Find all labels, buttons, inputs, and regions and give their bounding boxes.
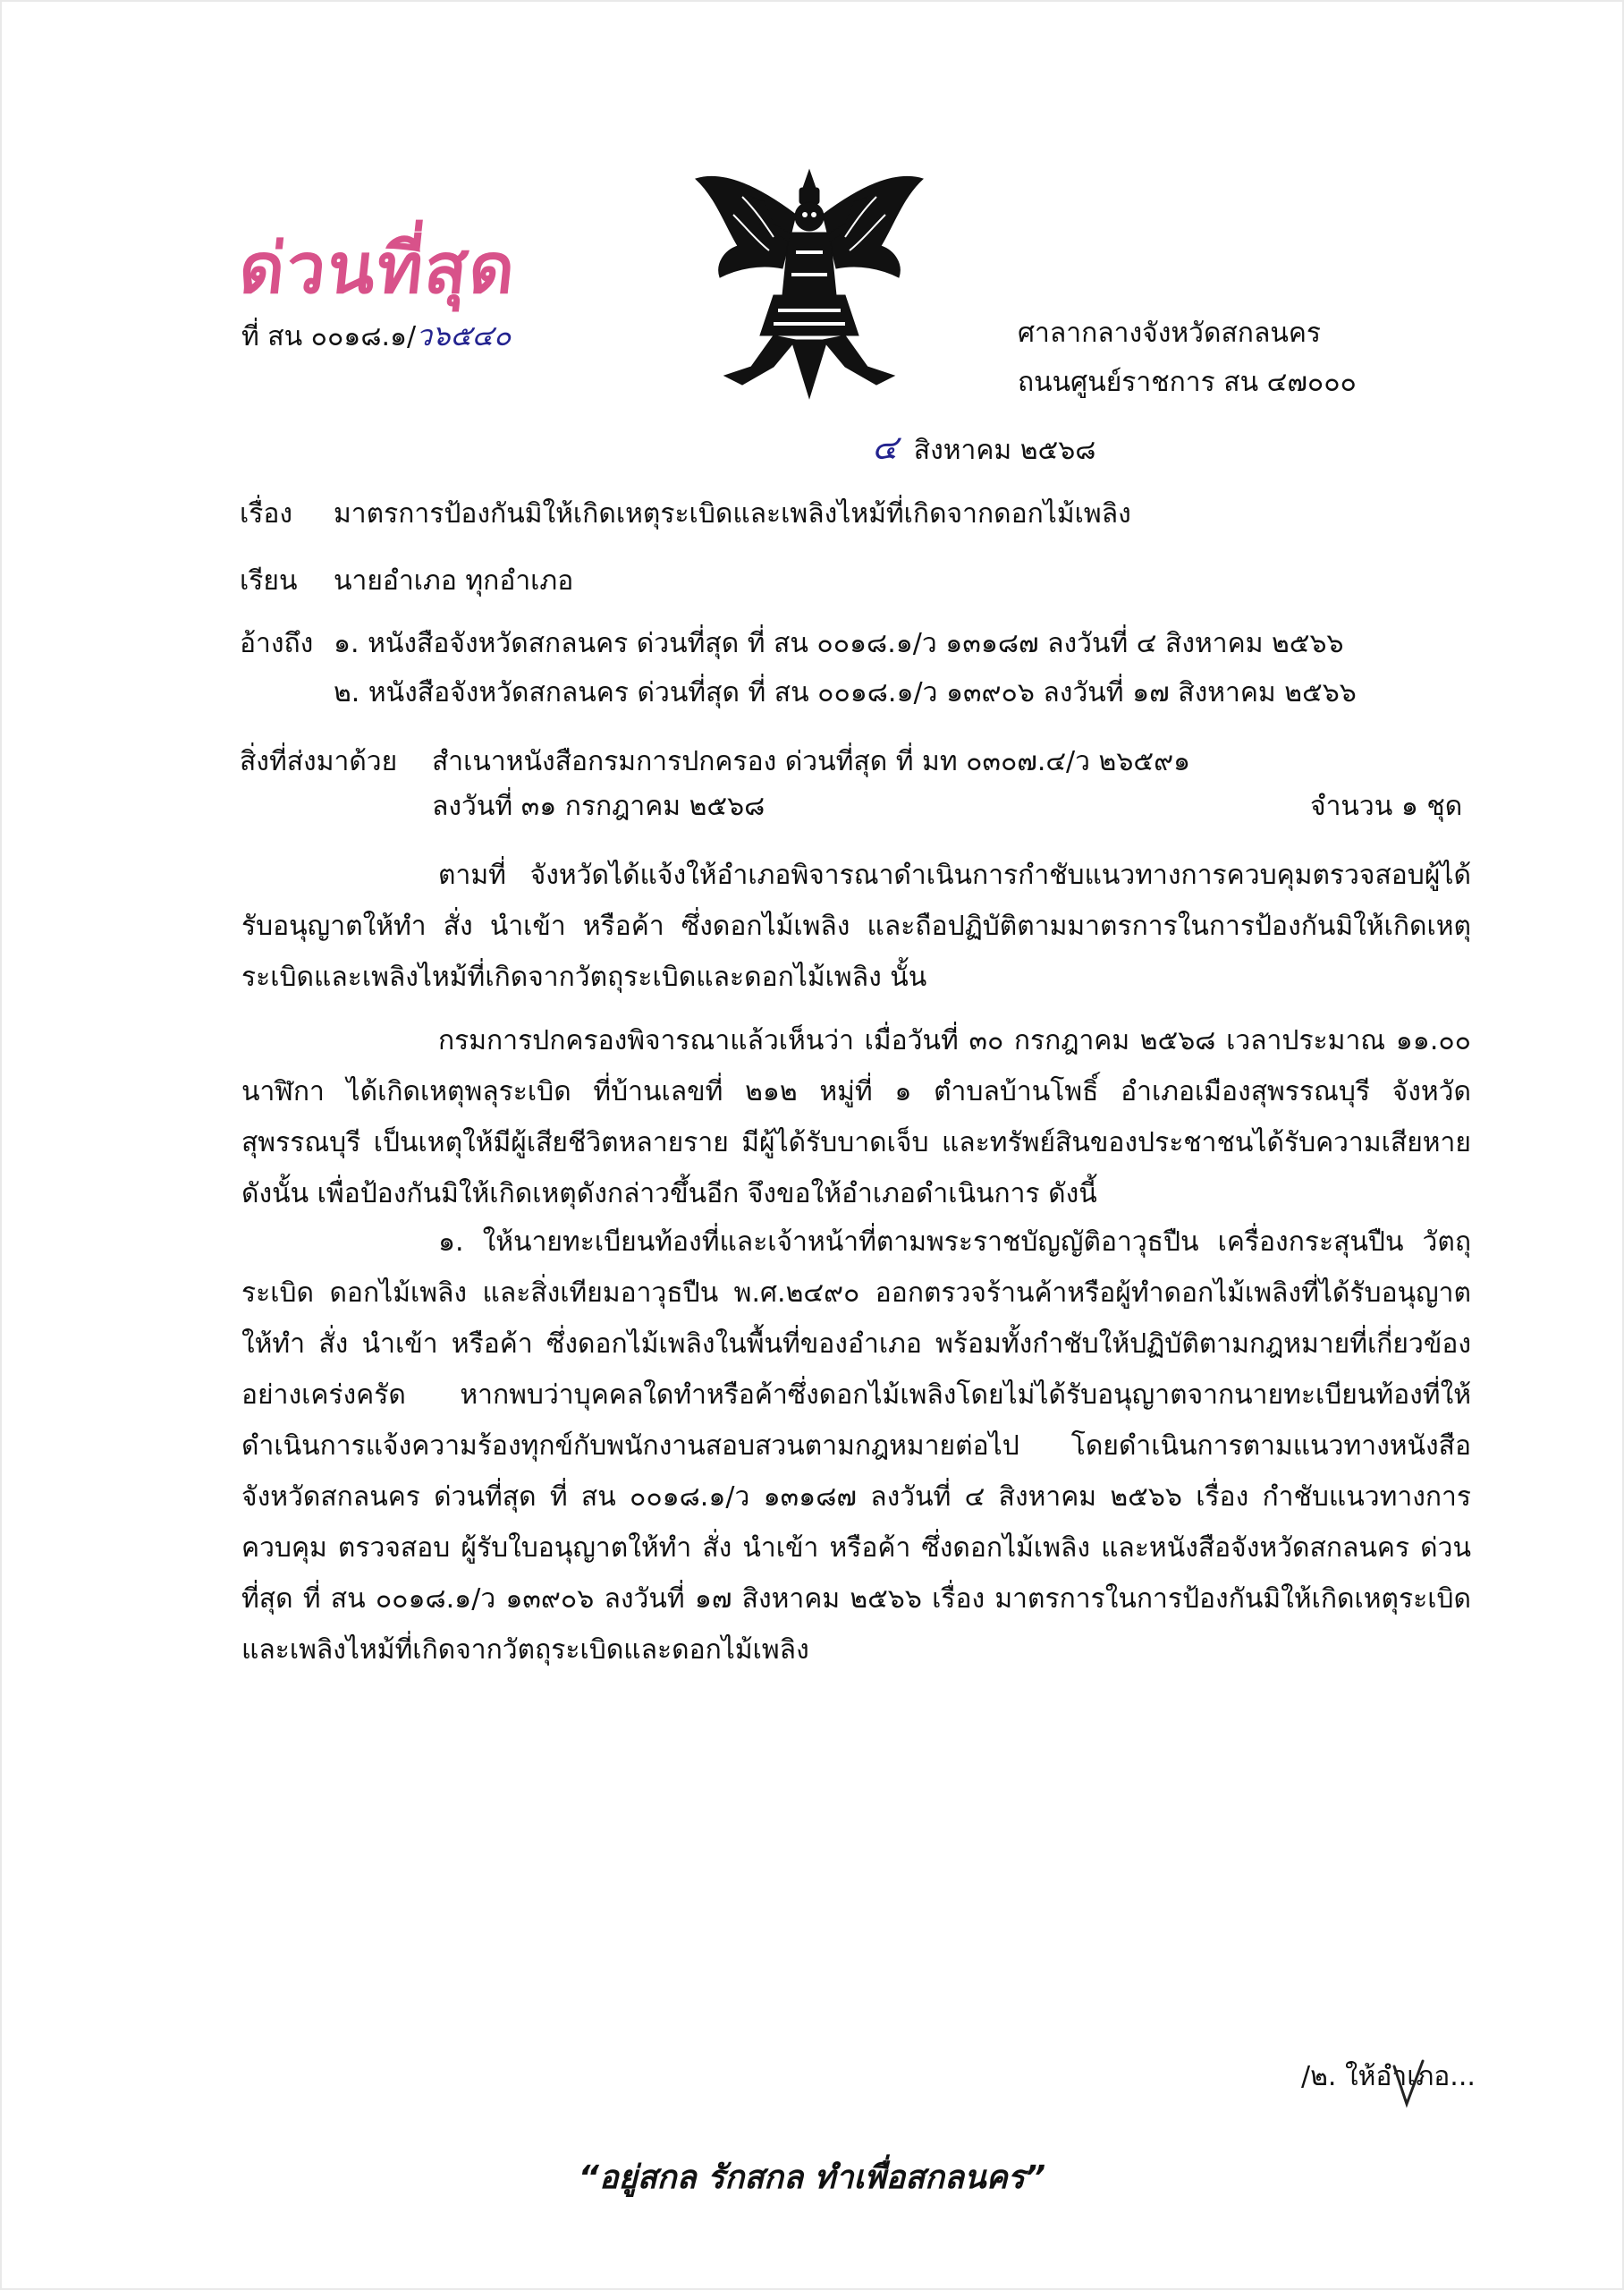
reference-item-1: ๑. หนังสือจังหวัดสกลนคร ด่วนที่สุด ที่ สน ๐๐๑๘.๑/ว ๑๓๑๘๗ ลงวันที่ ๔ สิงหาคม ๒๕๖๖ [334,628,1344,659]
reference-number-handwritten: ว๖๕๔๐ [416,318,512,352]
body-paragraph-1-text: ตามที่ จังหวัดได้แจ้งให้อำเภอพิจารณาดำเนินการกำชับแนวทางการควบคุมตรวจสอบผู้ได้รับอนุญาตให้ทำ สั่ง นำเข้า หรือค้า ซึ่งดอกไม้เพลิง และถือปฏิบัติตามมาตรการในการป้องกันมิให้เกิดเหตุระเบิดและเพลิงไหม้ที่เกิดจากวัตถุระเบิดและดอกไม้เพลิง นั้น [241,860,1471,993]
document-date [872,429,1095,469]
office-address: ถนนศูนย์ราชการ สน ๔๗๐๐๐ [1018,367,1357,398]
date-day-handwritten: ๔ [872,428,898,467]
body-paragraph-3 [241,1217,1471,1675]
footer-slogan: “อยู่สกล รักสกล ทำเพื่อสกลนคร” [578,2159,1046,2196]
body-paragraph-2-text: กรมการปกครองพิจารณาแล้วเห็นว่า เมื่อวันที่ ๓๐ กรกฎาคม ๒๕๖๘ เวลาประมาณ ๑๑.๐๐ นาฬิกา ได้เกิดเหตุพลุระเบิด ที่บ้านเลขที่ ๒๑๒ หมู่ที่ ๑ ตำบลบ้านโพธิ์ อำเภอเมืองสุพรรณบุรี จังหวัดสุพรรณบุรี เป็นเหตุให้มีผู้เสียชีวิตหลายราย มีผู้ได้รับบาดเจ็บ และทรัพย์สินของประชาชนได้รับความเสียหาย ดังนั้น เพื่อป้องกันมิให้เกิดเหตุดังกล่าวขึ้นอีก จึงขอให้อำเภอดำเนินการ ดังนี้ [241,1025,1471,1209]
date-month-year: สิงหาคม ๒๕๖๘ [913,435,1096,466]
reference-number [241,318,511,355]
references-label: อ้างถึง [240,628,314,659]
office-name: ศาลากลางจังหวัดสกลนคร [1018,318,1322,349]
body-paragraph-1 [241,850,1471,1003]
continuation-marker: /๒. ให้อำเภอ... [1301,2061,1476,2092]
recipient-label: เรียน [240,565,298,597]
urgency-stamp: ด่วนที่สุด [235,229,521,310]
body-paragraph-2 [241,1015,1471,1219]
body-paragraph-3-text: ๑. ให้นายทะเบียนท้องที่และเจ้าหน้าที่ตามพระราชบัญญัติอาวุธปืน เครื่องกระสุนปืน วัตถุระเบิด ดอกไม้เพลิง และสิ่งเทียมอาวุธปืน พ.ศ.๒๔๙๐ ออกตรวจร้านค้าหรือผู้ทำดอกไม้เพลิงที่ได้รับอนุญาตให้ทำ สั่ง นำเข้า หรือค้า ซึ่งดอกไม้เพลิงในพื้นที่ของอำเภอ พร้อมทั้งกำชับให้ปฏิบัติตามกฎหมายที่เกี่ยวข้องอย่างเคร่งครัด หากพบว่าบุคคลใดทำหรือค้าซึ่งดอกไม้เพลิงโดยไม่ได้รับอนุญาตจากนายทะเบียนท้องที่ให้ดำเนินการแจ้งความร้องทุกข์กับพนักงานสอบสวนตามกฎหมายต่อไป โดยดำเนินการตามแนวทางหนังสือจังหวัดสกลนคร ด่วนที่สุด ที่ สน ๐๐๑๘.๑/ว ๑๓๑๘๗ ลงวันที่ ๔ สิงหาคม ๒๕๖๖ เรื่อง กำชับแนวทางการควบคุม ตรวจสอบ ผู้รับใบอนุญาตให้ทำ สั่ง นำเข้า หรือค้า ซึ่งดอกไม้เพลิง และหนังสือจังหวัดสกลนคร ด่วนที่สุด ที่ สน ๐๐๑๘.๑/ว ๑๓๙๐๖ ลงวันที่ ๑๗ สิงหาคม ๒๕๖๖ เรื่อง มาตรการในการป้องกันมิให้เกิดเหตุระเบิดและเพลิงไหม้ที่เกิดจากวัตถุระเบิดและดอกไม้เพลิง [241,1226,1471,1666]
enclosure-quantity: จำนวน ๑ ชุด [1310,791,1463,822]
enclosure-line-2: ลงวันที่ ๓๑ กรกฎาคม ๒๕๖๘ [432,791,765,822]
subject-text: มาตรการป้องกันมิให้เกิดเหตุระเบิดและเพลิงไหม้ที่เกิดจากดอกไม้เพลิง [334,498,1131,530]
handwritten-check-icon [1391,2057,1426,2111]
subject-label: เรื่อง [240,498,293,530]
enclosure-label: สิ่งที่ส่งมาด้วย [240,746,398,777]
reference-item-2: ๒. หนังสือจังหวัดสกลนคร ด่วนที่สุด ที่ สน ๐๐๑๘.๑/ว ๑๓๙๐๖ ลงวันที่ ๑๗ สิงหาคม ๒๕๖๖ [334,677,1357,708]
recipient-text: นายอำเภอ ทุกอำเภอ [334,565,574,597]
enclosure-line-1: สำเนาหนังสือกรมการปกครอง ด่วนที่สุด ที่ มท ๐๓๐๗.๔/ว ๒๖๕๙๑ [432,746,1191,777]
garuda-emblem-icon [689,161,930,403]
reference-number-printed: ที่ สน ๐๐๑๘.๑/ [241,321,417,352]
